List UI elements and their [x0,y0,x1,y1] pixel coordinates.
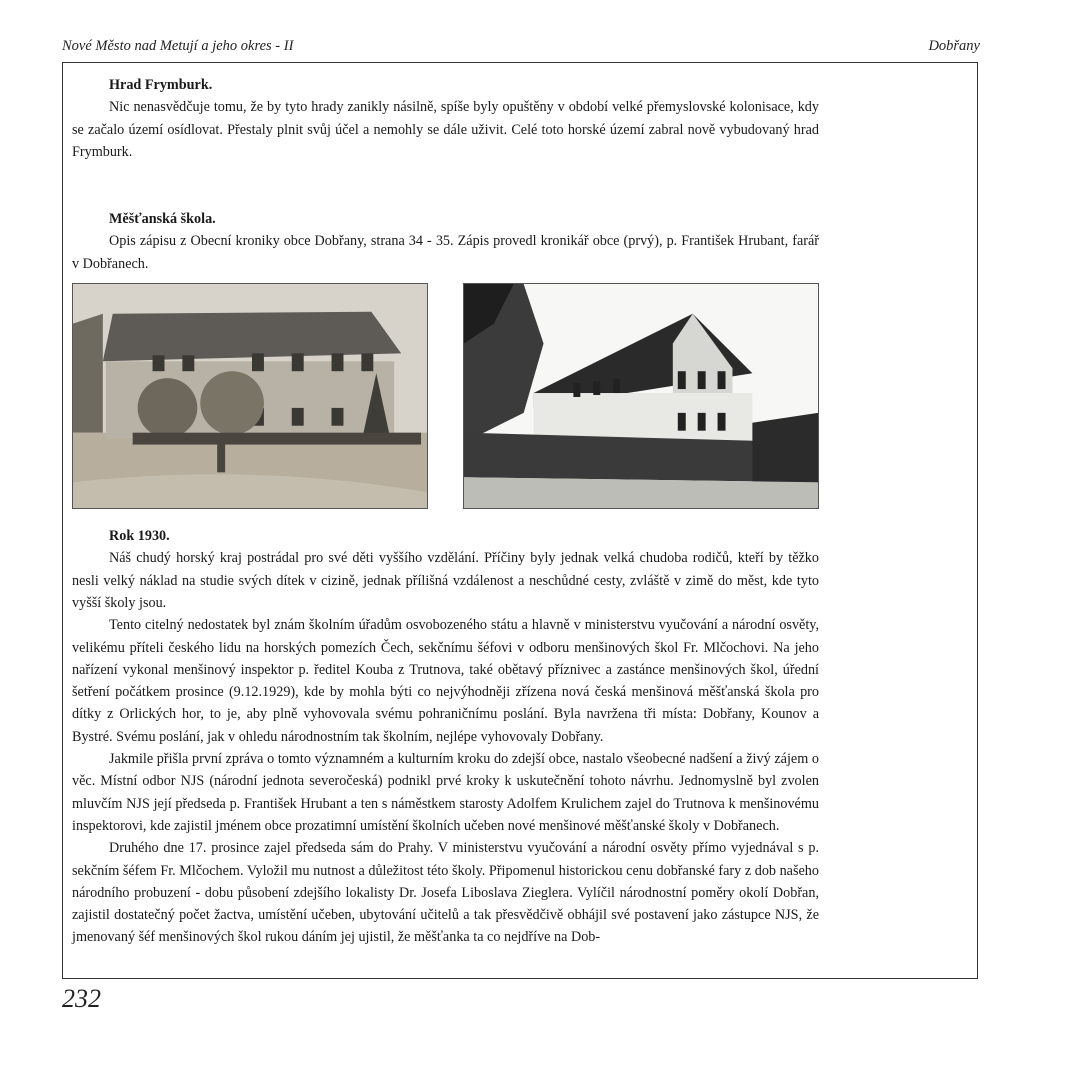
running-header-section: Dobřany [928,38,980,54]
heading-rok-1930: Rok 1930. [109,528,170,545]
paragraph-1930-4: Druhého dne 17. prosince zajel předseda sám do Prahy. V ministerstvu vyučování a národní osvěty přímo vyjednával s p. sekčním šéfem Fr. Mlčochem. Vyložil mu nutnost a důležitost této školy. Připomenul historickou cenu dobřanské fary z dob našeho národního probuzení - dobu působení zdejšího lokalisty Dr. Josefa Liboslava Zieglera. Vylíčil národnostní poměry okolí Dobřan, zajistil dostatečný počet žactva, umístění učeben, ubytování učitelů a tak přesvědčivě obhájil své postavení jako zástupce NJS, že jmenovaný šéf menšinových škol rukou dáním jej ujistil, že měšťanka ta co nejdříve na Dob- [72,840,819,946]
heading-hrad-frymburk: Hrad Frymburk. [109,77,213,93]
page-number: 232 [62,984,101,1013]
page-content [72,74,819,949]
paragraph-1930-1: Náš chudý horský kraj postrádal pro své děti vyššího vzdělání. Příčiny byly jednak velká chudoba rodičů, kteří by těžko nesli velký náklad na studie svých dítek v cizině, jednak přílišná vzdálenost a neschůdné cesty, zvláště v zimě do měst, kde tyto vyšší školy jsou. [72,550,819,611]
paragraph-1930-2: Tento citelný nedostatek byl znám školním úřadům osvobozeného státu a hlavně v ministerstvu vyučování a národní osvěty, velikému příteli českého lidu na horských pomezích Čech, sekčnímu šéfovi v odboru menšinových škol Fr. Mlčochovi. Na jeho nařízení vykonal menšinový inspektor p. ředitel Kouba z Trutnova, také obětavý příznivec a zastánce menšinových škol, úřední šetření počátkem prosince (9.12.1929), kde by mohla býti co nejvýhodněji zřízena nová česká menšinová měšťanská škola pro dítky z Orlických hor, to je, aby plně vyhovovala svému pohraničnímu poslání. Byla navržena tři místa: Dobřany, Kounov a Bystré. Svému poslání, jak v ohledu národnostním tak školním, nejlépe vyhovovaly Dobřany. [72,617,819,745]
heading-mestanska-skola: Měšťanská škola. [109,211,216,228]
section-spacer [72,163,819,208]
photo-row [72,283,819,509]
school-photo-sepia [72,283,428,509]
paragraph-skola-intro: Opis zápisu z Obecní kroniky obce Dobřany, strana 34 - 35. Zápis provedl kronikář obce (prvý), p. František Hrubant, farář v Dobřanech. [72,233,819,272]
school-photo-engraving [463,283,819,509]
paragraph-frymburk: Nic nenasvědčuje tomu, že by tyto hrady zanikly násilně, spíše byly opuštěny v období velké přemyslovské kolonisace, kdy se začalo území osídlovat. Přestaly plnit svůj účel a nemohly se dále uživit. Celé toto horské území zabral nově vybudovaný hrad Frymburk. [72,99,819,160]
paragraph-1930-3: Jakmile přišla první zpráva o tomto významném a kulturním kroku do zdejší obce, nastalo všeobecné nadšení a živý zájem o věc. Místní odbor NJS (národní jednota severočeská) podnikl prvé kroky k uskutečnění tohoto návrhu. Jednomyslně byl zvolen mluvčím NJS její předseda p. František Hrubant a ten s náměstkem starosty Adolfem Krulichem zajel do Trutnova k menšinovému inspektorovi, kde zajistil jménem obce prozatimní umístění školních učeben nové menšinové měšťanské školy v Dobřanech. [72,751,819,834]
running-header-title: Nové Město nad Metují a jeho okres - II [62,38,294,54]
